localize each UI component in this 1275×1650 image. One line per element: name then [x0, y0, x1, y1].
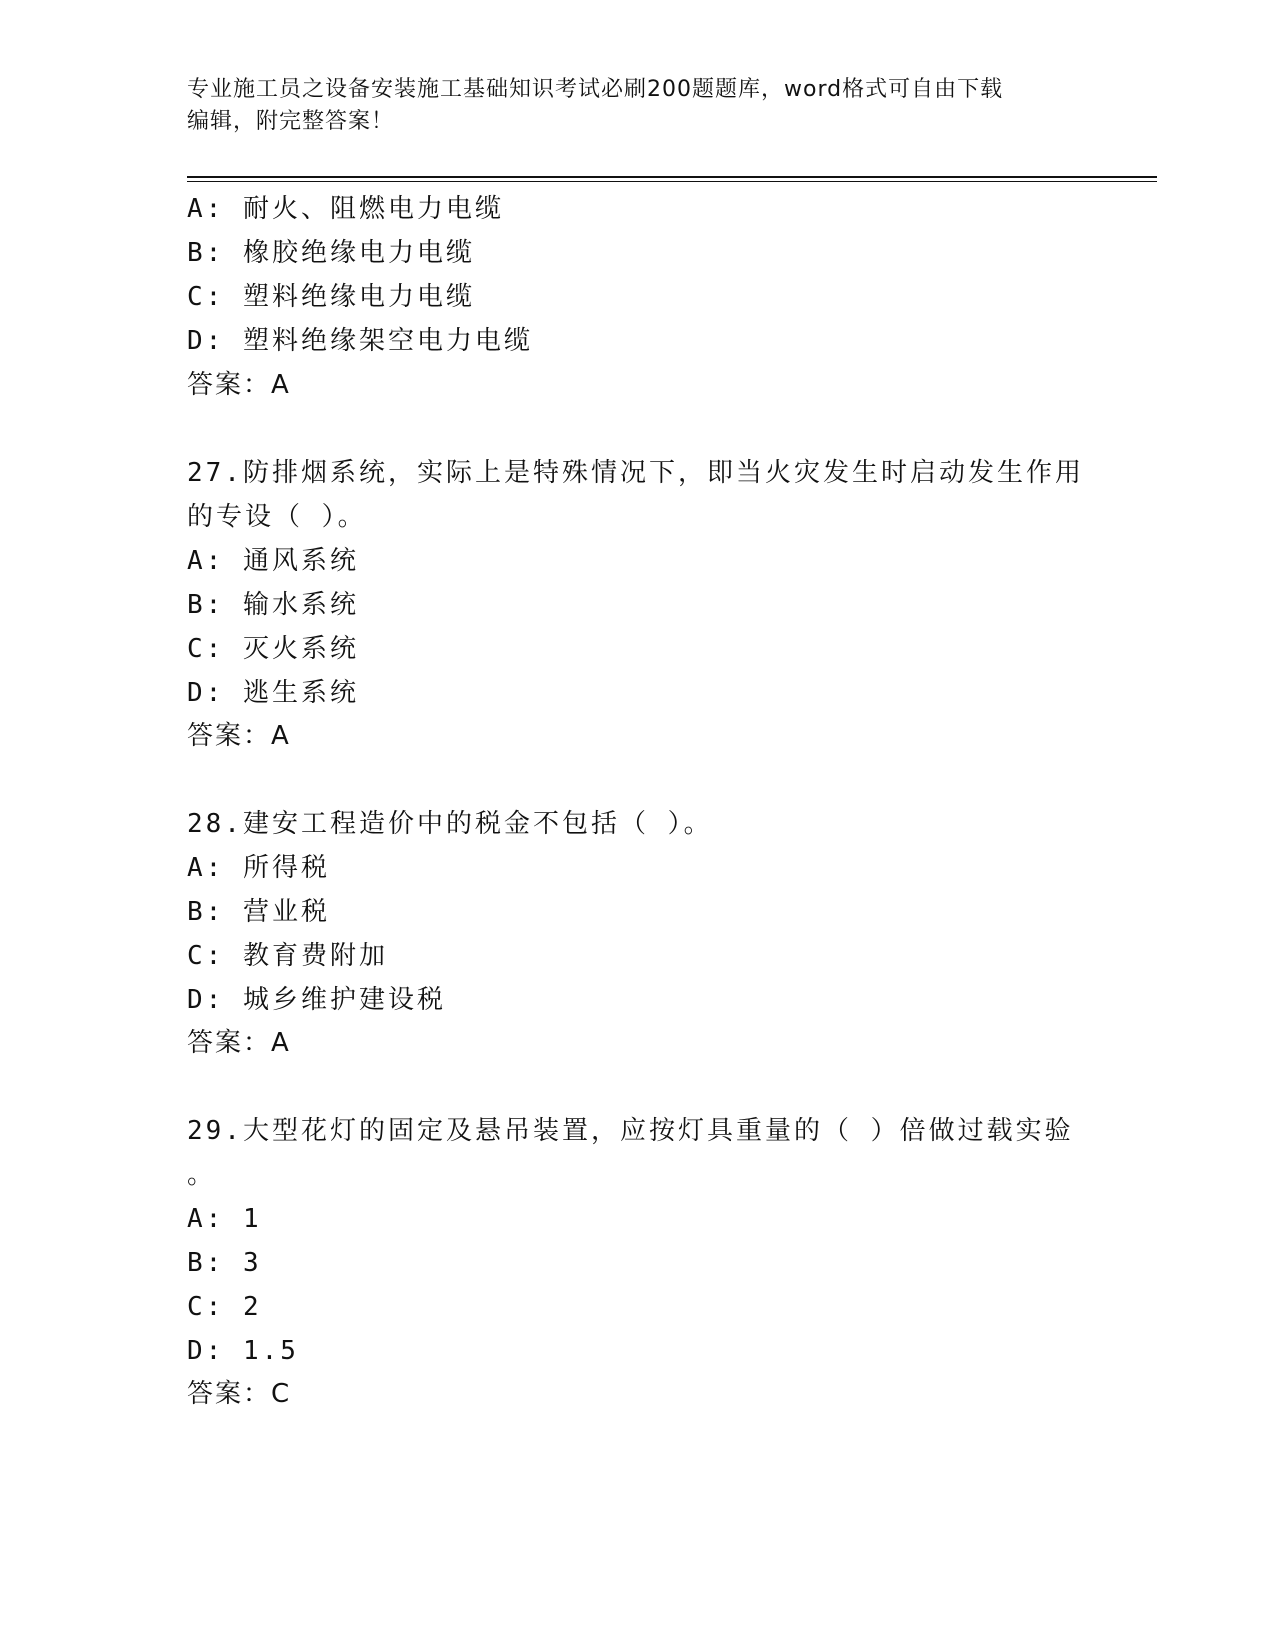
q29-option-d: D: 1.5	[187, 1336, 299, 1366]
q29-stem-line-1: 29.大型花灯的固定及悬吊装置，应按灯具重量的（ ）倍做过载实验	[187, 1116, 1074, 1146]
q27-option-d: D: 逃生系统	[187, 678, 359, 708]
q26-answer: 答案：A	[187, 370, 291, 400]
document-header	[187, 74, 1087, 138]
q28-answer: 答案：A	[187, 1028, 291, 1058]
q26-option-b: B: 橡胶绝缘电力电缆	[187, 238, 475, 268]
header-divider-thin	[187, 181, 1157, 182]
q28-option-a: A: 所得税	[187, 853, 330, 883]
q29-option-b: B: 3	[187, 1248, 262, 1278]
header-line-2: 编辑，附完整答案！	[187, 109, 395, 134]
q27-option-b: B: 输水系统	[187, 590, 359, 620]
q29-stem-line-2: 。	[187, 1160, 217, 1190]
q27-option-a: A: 通风系统	[187, 546, 359, 576]
q27-option-c: C: 灭火系统	[187, 634, 359, 664]
q26-option-a: A: 耐火、阻燃电力电缆	[187, 194, 504, 224]
q27-stem-line-1: 27.防排烟系统，实际上是特殊情况下，即当火灾发生时启动发生作用	[187, 458, 1084, 488]
q27-stem-line-2: 的专设（ ）。	[187, 502, 367, 532]
q29-answer: 答案：C	[187, 1379, 292, 1409]
q26-option-d: D: 塑料绝缘架空电力电缆	[187, 326, 533, 356]
q29-option-c: C: 2	[187, 1292, 262, 1322]
q26-option-c: C: 塑料绝缘电力电缆	[187, 282, 475, 312]
header-divider-thick	[187, 176, 1157, 178]
q28-option-b: B: 营业税	[187, 897, 330, 927]
q28-option-c: C: 教育费附加	[187, 941, 388, 971]
q28-stem-line-1: 28.建安工程造价中的税金不包括（ ）。	[187, 809, 713, 839]
q28-option-d: D: 城乡维护建设税	[187, 985, 446, 1015]
q27-answer: 答案：A	[187, 721, 291, 751]
header-line-1: 专业施工员之设备安装施工基础知识考试必刷200题题库，word格式可自由下载	[187, 77, 1004, 102]
q29-option-a: A: 1	[187, 1204, 262, 1234]
